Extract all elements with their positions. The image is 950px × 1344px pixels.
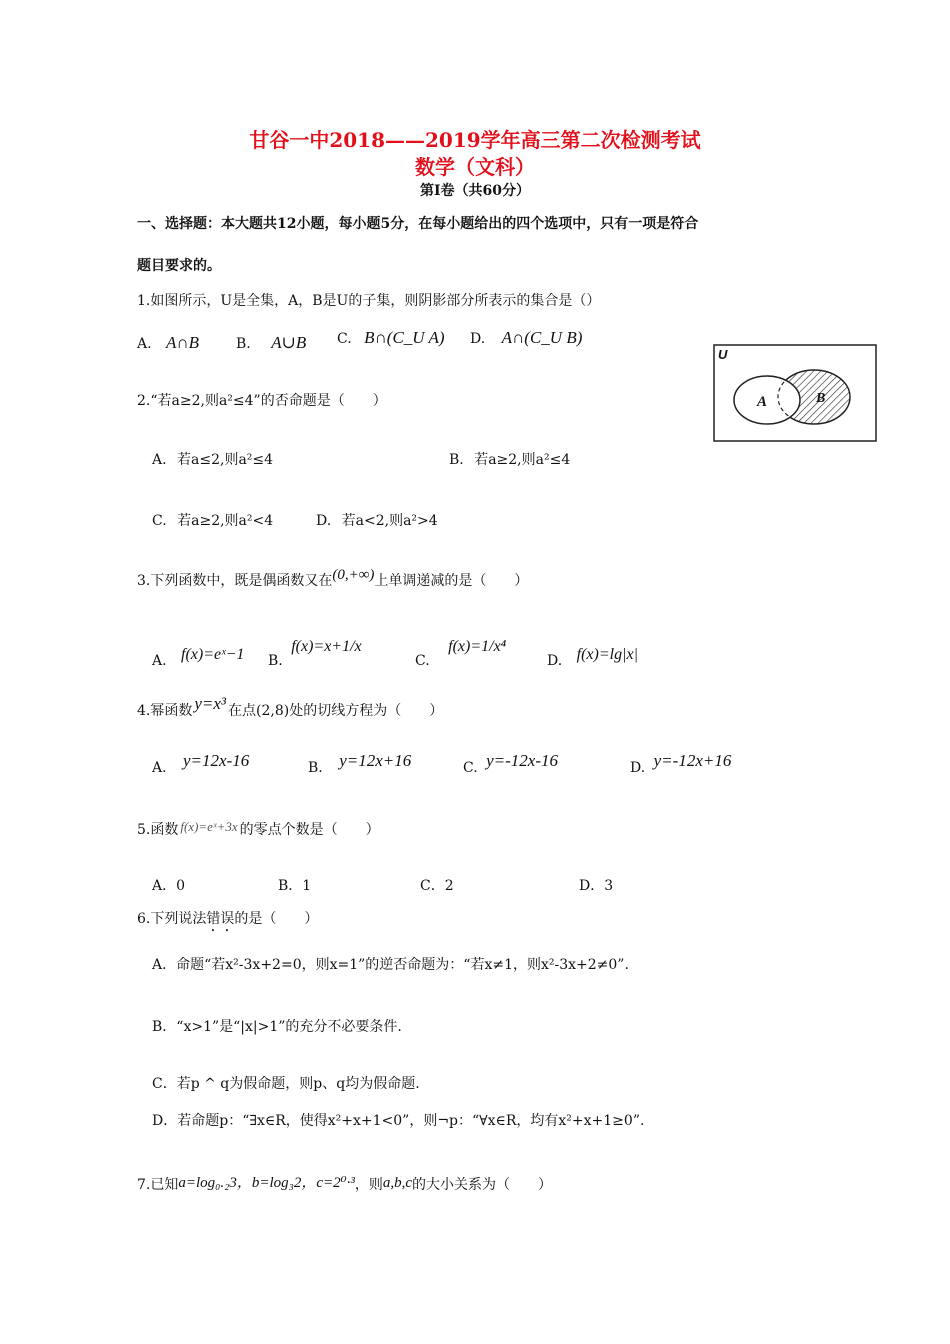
section-heading-cont: 题目要求的。 xyxy=(137,258,221,274)
variables: a,b,c xyxy=(382,1175,413,1191)
option-text: 0 xyxy=(176,878,186,894)
option-letter: B． xyxy=(152,1019,177,1035)
option-letter: D． xyxy=(152,1113,178,1129)
q5-option-b xyxy=(278,875,311,895)
q3-option-d xyxy=(547,646,638,670)
given-values: a=log₀.₂3，b=log₃2，c=2⁰·³ xyxy=(178,1175,355,1191)
universe-label: U xyxy=(718,347,728,362)
option-text: 若p ^ q为假命题，则p、q均为假命题. xyxy=(176,1076,420,1092)
stem-text-after: 的大小关系为（ ） xyxy=(412,1177,553,1193)
q4-option-b xyxy=(308,751,412,777)
q4-option-c xyxy=(463,751,559,777)
zero-function: f(x)=eˣ+3x xyxy=(180,819,238,834)
option-letter: B． xyxy=(278,878,303,894)
q2-option-b xyxy=(449,449,570,469)
option-text: B∩(C_U A) xyxy=(364,328,445,347)
option-text: f(x)=1/x⁴ xyxy=(448,638,507,655)
stem-text: 4.幂函数 xyxy=(137,703,193,719)
q1-option-a xyxy=(137,333,199,353)
set-b-label: B xyxy=(816,391,826,406)
venn-diagram xyxy=(713,344,877,442)
question-7-stem xyxy=(137,1173,552,1194)
option-text: A∪B xyxy=(271,333,307,352)
option-letter: D. xyxy=(470,331,486,347)
option-text: 3 xyxy=(604,878,614,894)
option-letter: A. xyxy=(152,653,167,669)
stem-text: 6.下列说法 xyxy=(137,911,207,927)
option-text: y=12x-16 xyxy=(183,751,250,770)
q6-option-b xyxy=(152,1016,402,1036)
option-letter: A． xyxy=(152,957,177,973)
emphasized-word: 错误 xyxy=(206,911,235,927)
stem-text-after: 在点(2,8)处的切线方程为（ ） xyxy=(228,703,444,719)
interval: (0,+∞) xyxy=(332,567,375,583)
stem-text-middle: ，则 xyxy=(354,1177,383,1193)
q2-option-a xyxy=(152,449,273,469)
question-1-stem: 1.如图所示，U是全集，A，B是U的子集，则阴影部分所表示的集合是（） xyxy=(137,293,601,309)
option-text: 若a≥2,则a²≤4 xyxy=(474,452,571,468)
question-5-stem xyxy=(137,819,380,839)
q6-option-a xyxy=(152,954,629,974)
q5-option-a xyxy=(152,875,185,895)
exam-title: 甘谷一中2018——2019学年高三第二次检测考试 xyxy=(249,128,701,152)
option-letter: D. xyxy=(316,513,332,529)
stem-text-after: 上单调递减的是（ ） xyxy=(374,573,529,589)
option-text: 若a<2,则a²>4 xyxy=(341,513,438,529)
option-text: 若a≤2,则a²≤4 xyxy=(177,452,274,468)
stem-text: 5.函数 xyxy=(137,822,179,838)
question-2-stem: 2.“若a≥2,则a²≤4”的否命题是（ ） xyxy=(137,393,387,409)
option-letter: D． xyxy=(579,878,605,894)
q1-option-d xyxy=(470,328,582,348)
option-letter: C. xyxy=(337,331,352,347)
option-text: f(x)=lg|x| xyxy=(576,646,638,663)
q6-option-d xyxy=(152,1110,644,1130)
q1-option-b xyxy=(236,333,306,353)
set-a-label: A xyxy=(757,394,768,410)
option-letter: A． xyxy=(152,878,177,894)
option-letter: B. xyxy=(449,452,464,468)
question-4-stem xyxy=(137,694,444,720)
option-text: 2 xyxy=(444,878,454,894)
paper-part: 第I卷（共60分） xyxy=(419,183,531,199)
option-text: f(x)=x+1/x xyxy=(291,638,362,655)
option-letter: B. xyxy=(308,760,323,776)
option-text: 若命题p：“∃x∈R，使得x²+x+1<0”，则¬p：“∀x∈R，均有x²+x+1≥0”. xyxy=(177,1113,645,1129)
option-text: “x>1”是“|x|>1”的充分不必要条件. xyxy=(176,1019,402,1035)
option-text: 若a≥2,则a²<4 xyxy=(177,513,274,529)
option-letter: A. xyxy=(152,760,167,776)
option-letter: C． xyxy=(420,878,445,894)
q3-option-c xyxy=(415,638,507,670)
option-letter: B. xyxy=(268,653,283,669)
q5-option-c xyxy=(420,875,454,895)
option-letter: C. xyxy=(152,513,167,529)
question-3-stem xyxy=(137,567,529,590)
power-function: y=x³ xyxy=(194,694,227,713)
option-text: A∩(C_U B) xyxy=(501,328,583,347)
q3-option-b xyxy=(268,638,362,670)
section-heading: 一、选择题：本大题共12小题，每小题5分，在每小题给出的四个选项中，只有一项是符合 xyxy=(137,216,699,232)
q6-option-c xyxy=(152,1073,420,1093)
option-text: A∩B xyxy=(166,333,200,352)
option-text: y=-12x+16 xyxy=(653,751,732,770)
option-letter: C． xyxy=(152,1076,177,1092)
option-text: y=-12x-16 xyxy=(486,751,559,770)
option-letter: D. xyxy=(630,760,646,776)
option-letter: A. xyxy=(137,336,152,352)
option-text: y=12x+16 xyxy=(339,751,412,770)
stem-text: 7.已知 xyxy=(137,1177,179,1193)
q2-option-c xyxy=(152,510,273,530)
stem-text-after: 的是（ ） xyxy=(234,911,319,927)
question-6-stem xyxy=(137,908,318,935)
q4-option-d xyxy=(630,751,732,777)
q1-option-c xyxy=(337,328,445,348)
option-text: 1 xyxy=(302,878,312,894)
stem-text-after: 的零点个数是（ ） xyxy=(239,822,380,838)
option-letter: A. xyxy=(152,452,167,468)
option-letter: D. xyxy=(547,653,563,669)
option-text: 命题“若x²-3x+2=0，则x=1”的逆否命题为：“若x≠1，则x²-3x+2≠0”. xyxy=(176,957,629,973)
option-text: f(x)=eˣ−1 xyxy=(181,646,245,663)
exam-subject: 数学（文科） xyxy=(415,155,535,179)
q3-option-a xyxy=(152,646,245,670)
option-letter: B. xyxy=(236,336,251,352)
q5-option-d xyxy=(579,875,613,895)
option-letter: C. xyxy=(463,760,478,776)
option-letter: C. xyxy=(415,653,430,669)
stem-text: 3.下列函数中，既是偶函数又在 xyxy=(137,573,333,589)
q4-option-a xyxy=(152,751,250,777)
q2-option-d xyxy=(316,510,438,530)
